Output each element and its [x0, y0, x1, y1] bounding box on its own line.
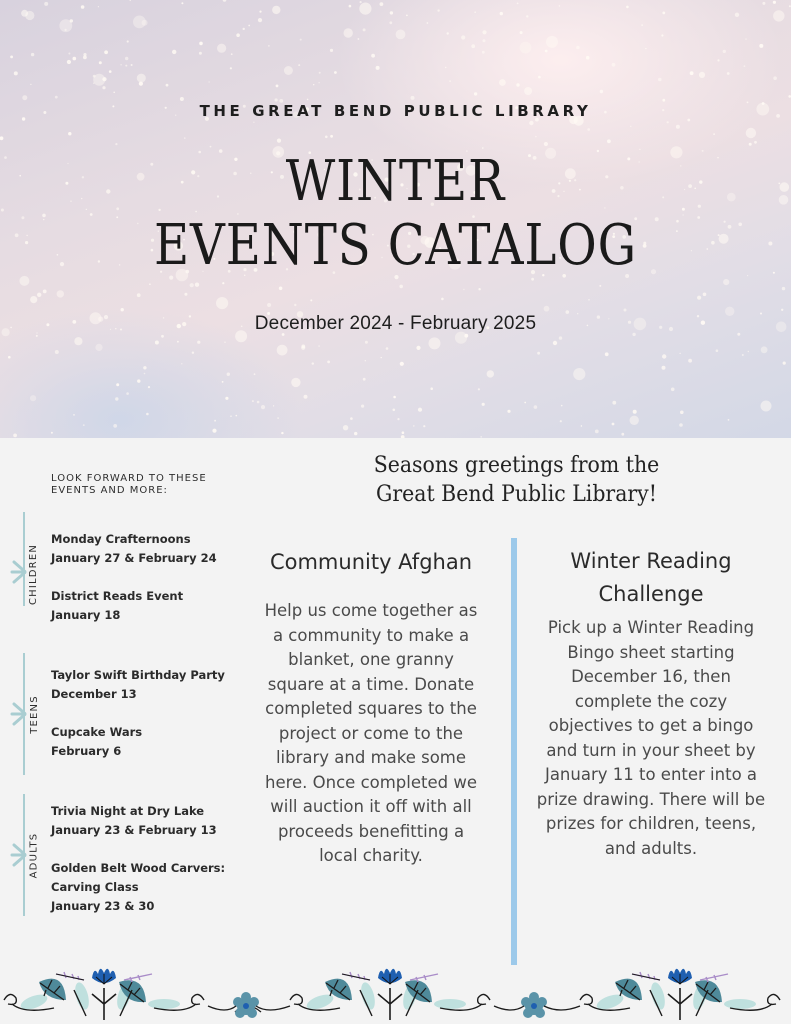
group-adults	[0, 794, 250, 916]
event-name: Cupcake Wars	[51, 725, 143, 739]
event-name: District Reads Event	[51, 589, 184, 603]
event-date: February 6	[51, 744, 122, 758]
event-name: Trivia Night at Dry Lake	[51, 804, 205, 818]
group-children	[0, 512, 250, 622]
column-divider	[511, 538, 517, 965]
event-item	[51, 723, 225, 761]
feature-body: Pick up a Winter Reading Bingo sheet starting December 16, then complete the cozy objectives to get a bingo and turn in your sheet by January 11 to enter into a prize drawing. There will be prizes for children, teens, and adults.	[536, 618, 766, 858]
event-item	[51, 859, 225, 916]
event-name: Golden Belt Wood Carvers:	[51, 861, 226, 875]
sidebar-intro: LOOK FORWARD TO THESE EVENTS AND MORE:	[51, 473, 207, 496]
greeting-line-2: Great Bend Public Library!	[376, 482, 657, 507]
group-teens	[0, 653, 250, 775]
greeting-heading	[315, 451, 718, 509]
event-date: January 18	[51, 608, 121, 622]
event-date: January 23 & 30	[51, 899, 155, 913]
title-line-2: EVENTS CATALOG	[154, 213, 637, 278]
event-item	[51, 666, 225, 704]
date-range: December 2024 - February 2025	[254, 313, 537, 334]
greeting-line-1: Seasons greetings from the	[373, 453, 660, 478]
group-label: CHILDREN	[28, 543, 40, 605]
hero-banner	[0, 0, 791, 438]
group-label: TEENS	[28, 694, 40, 734]
event-name: Taylor Swift Birthday Party	[51, 668, 225, 682]
feature-title: Community Afghan	[269, 550, 473, 574]
feature-winter-reading	[536, 545, 766, 861]
group-rule	[23, 512, 25, 606]
sparkle-icon	[8, 560, 28, 584]
sparkle-icon	[8, 702, 28, 726]
library-name: THE GREAT BEND PUBLIC LIBRARY	[199, 102, 592, 120]
event-item	[51, 530, 217, 568]
event-name: Monday Crafternoons	[51, 532, 191, 546]
event-date: January 27 & February 24	[51, 551, 217, 565]
event-list	[51, 666, 225, 780]
title-line-1: WINTER	[285, 149, 506, 214]
page-title	[55, 150, 735, 278]
sparkle-icon	[8, 843, 28, 867]
event-list	[51, 530, 217, 644]
feature-body: Help us come together as a community to make a blanket, one granny square at a time. Donate completed squares to the project or come to the library and make some here. Once completed we will auction it off with all proceeds benefitting a local charity.	[264, 601, 478, 865]
event-name-cont: Carving Class	[51, 880, 139, 894]
event-date: December 13	[51, 687, 137, 701]
feature-community-afghan	[258, 546, 484, 869]
group-label: ADULTS	[28, 832, 40, 878]
event-list	[51, 802, 225, 935]
feature-title: Winter Reading Challenge	[570, 549, 732, 606]
floral-border-decoration	[0, 960, 791, 1024]
event-item	[51, 587, 217, 625]
event-date: January 23 & February 13	[51, 823, 217, 837]
event-item	[51, 802, 225, 840]
